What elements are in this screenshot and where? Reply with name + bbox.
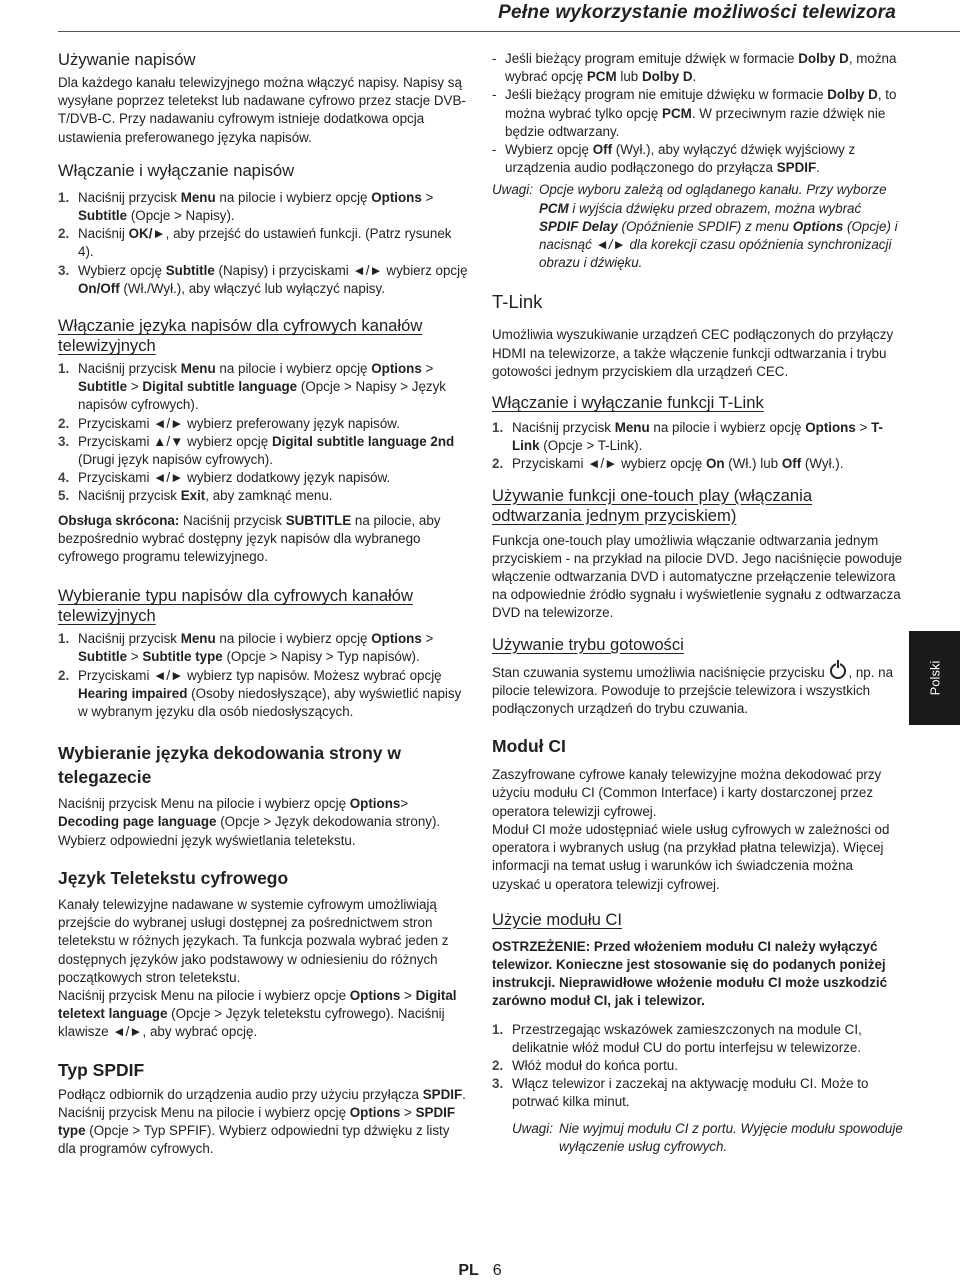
section-title-toggle-subtitles: Włączanie i wyłączanie napisów: [58, 160, 295, 180]
paragraph: Moduł CI może udostępniać wiele usług cyfrowych w zależności od operatora i wybranych usług (na przykład płatna telewizja). Więcej informacji na temat usług i warunków ich świadczenia można uzyskać u operatora telewizji cyfrowej.: [492, 821, 890, 892]
note-block: Uwagi: Opcje wyboru zależą od oglądanego kanału. Przy wyborze PCM i wyjścia dźwięku przed obrazem, można wybrać SPDIF Delay (Opóźnienie SPDIF) z menu Options (Opcje) i nacisnąć ◄/► dla korekcji czasu opóźnienia synchronizacji obrazu i dźwięku.: [492, 182, 898, 271]
step-item: 2. Naciśnij OK/►, aby przejść do ustawień funkcji. (Patrz rysunek 4).: [58, 226, 452, 260]
quick-operation-paragraph: Obsługa skrócona: Naciśnij przycisk SUBTITLE na pilocie, aby bezpośrednio wybrać dostępny język napisów dla wybranego cyfrowego programu telewizyjnego.: [58, 512, 441, 565]
section-title-tlink: T-Link: [492, 291, 543, 313]
section-title-subtitle-type: Wybieranie typu napisów dla cyfrowych kanałów telewizyjnych: [58, 586, 413, 626]
right-column: [492, 42, 904, 1156]
step-item: 2. Przyciskami ◄/► wybierz opcję On (Wł.) lub Off (Wył.).: [492, 456, 844, 472]
paragraph: Naciśnij przycisk Menu na pilocie i wybierz opcje Options > Digital teletext language (Opcje > Język teletekstu cyfrowego). Naciśnij klawisze ◄/►, aby wybrać opcję.: [58, 987, 457, 1040]
step-item: 4. Przyciskami ◄/► wybierz dodatkowy język napisów.: [58, 470, 391, 486]
step-item: 3. Włącz telewizor i zaczekaj na aktywację modułu CI. Może to potrwać kilka minut.: [492, 1076, 869, 1110]
section-title-tlink-toggle: Włączanie i wyłączanie funkcji T-Link: [492, 393, 764, 413]
step-item: 1. Przestrzegając wskazówek zamieszczonych na module CI, delikatnie włóż moduł CU do portu interfejsu w telewizorze.: [492, 1021, 862, 1055]
dash-item: - Wybierz opcję Off (Wył.), aby wyłączyć dźwięk wyjściowy z urządzenia audio podłączonego do przyłącza SPDIF.: [492, 142, 856, 176]
step-item: 2. Włóż moduł do końca portu.: [492, 1057, 678, 1073]
section-title-subtitles: Używanie napisów: [58, 50, 196, 69]
page-header-title: Pełne wykorzystanie możliwości telewizora: [498, 2, 896, 23]
section-title-using-ci-module: Użycie modułu CI: [492, 909, 623, 929]
section-title-decoding-page-language: Wybieranie języka dekodowania strony w telegazecie: [58, 743, 401, 788]
section-title-standby: Używanie trybu gotowości: [492, 634, 684, 654]
section-title-ci-module: Moduł CI: [492, 736, 566, 757]
left-column: [58, 42, 468, 1158]
paragraph: Stan czuwania systemu umożliwia naciśnięcie przycisku , np. na pilocie telewizora. Powoduje to przejście telewizora i wszystkich podłączonych urządzeń do trybu czuwania.: [492, 664, 894, 717]
warning-paragraph: OSTRZEŻENIE: Przed włożeniem modułu CI należy wyłączyć telewizor. Konieczne jest stosowanie się do podanych poniżej instrukcji. Nieprawidłowe włożenie modułu CI może uszkodzić zarówno moduł CI, jak i telewizor.: [492, 938, 888, 1009]
paragraph: Podłącz odbiornik do urządzenia audio przy użyciu przyłącza SPDIF. Naciśnij przycisk Menu na pilocie i wybierz opcję Options > SPDIF type (Opcje > Typ SPFIF). Wybierz odpowiedni typ dźwięku z listy dla programów cyfrowych.: [58, 1086, 466, 1157]
section-title-one-touch-play: Używanie funkcji one-touch play (włączania odtwarzania jednym przyciskiem): [492, 485, 813, 525]
section-title-spdif-type: Typ SPDIF: [58, 1059, 145, 1080]
footer-language: PL: [458, 1262, 479, 1279]
step-item: 2. Przyciskami ◄/► wybierz preferowany język napisów.: [58, 415, 400, 431]
step-item: 1. Naciśnij przycisk Menu na pilocie i wybierz opcję Options > Subtitle (Opcje > Napisy).: [58, 189, 434, 224]
power-icon: [830, 663, 846, 679]
step-item: 5. Naciśnij przycisk Exit, aby zamknąć menu.: [58, 488, 333, 504]
paragraph: Funkcja one-touch play umożliwia włączanie odtwarzania jednym przyciskiem - na przykład na pilocie DVD. Jego naciśnięcie powoduje włączenie odtwarzania DVD i automatyczne przełączenie telewizora na odpowiednie źródło sygnału i wyświetlenie sygnału z odtwarzacza DVD na telewizorze.: [492, 532, 903, 621]
section-title-digital-teletext: Język Teletekstu cyfrowego: [58, 867, 289, 888]
step-item: 2. Przyciskami ◄/► wybierz typ napisów. Możesz wybrać opcję Hearing impaired (Osoby niedosłyszące), aby wyświetlić napisy w wybranym języku dla osób niedosłyszących.: [58, 667, 462, 720]
dash-item: - Jeśli bieżący program emituje dźwięk w formacie Dolby D, można wybrać opcję PCM lub Dolby D.: [492, 51, 897, 85]
dash-item: - Jeśli bieżący program nie emituje dźwięku w formacie Dolby D, to można wybrać tylko opcję PCM. W przeciwnym razie dźwięk nie będzie odtwarzany.: [492, 87, 897, 139]
language-side-tab: Polski: [909, 631, 960, 725]
step-item: 3. Wybierz opcję Subtitle (Napisy) i przyciskami ◄/► wybierz opcję On/Off (Wł./Wył.), aby włączyć lub wyłączyć napisy.: [58, 262, 468, 296]
paragraph: Naciśnij przycisk Menu na pilocie i wybierz opcję Options> Decoding page language (Opcje > Język dekodowania strony). Wybierz odpowiedni język wyświetlania teletekstu.: [58, 796, 441, 848]
step-item: 1. Naciśnij przycisk Menu na pilocie i wybierz opcję Options > Subtitle > Digital subtitle language (Opcje > Napisy > Język napisów cyfrowych).: [58, 361, 446, 413]
page-footer: [0, 1262, 960, 1280]
step-item: 1. Naciśnij przycisk Menu na pilocie i wybierz opcję Options > Subtitle > Subtitle type (Opcje > Napisy > Typ napisów).: [58, 631, 434, 665]
header-rule: [58, 31, 960, 32]
note-block: Uwagi: Nie wyjmuj modułu CI z portu. Wyjęcie modułu spowoduje wyłączenie usług cyfrowych.: [512, 1120, 903, 1154]
paragraph: Dla każdego kanału telewizyjnego można włączyć napisy. Napisy są wysyłane poprzez teletekst lub nadawane cyfrowo przez stacje DVB-T/DVB-C. Przy nadawaniu cyfrowym istnieje dodatkowa opcja ustawienia preferowanego języka napisów.: [58, 75, 466, 145]
page-number: 6: [492, 1262, 502, 1279]
step-item: 1. Naciśnij przycisk Menu na pilocie i wybierz opcję Options > T-Link (Opcje > T-Link).: [492, 420, 883, 454]
paragraph: Kanały telewizyjne nadawane w systemie cyfrowym umożliwiają przejście do wybranej usługi dostępnej za pośrednictwem stron teletekstu w różnych językach. Ta funkcja pozwala wybrać jeden z dostępnych języków jako podstawowy w odniesieniu do różnych początkowych stron teletekstu.: [58, 896, 449, 985]
section-title-digital-subtitle-language: Włączanie języka napisów dla cyfrowych kanałów telewizyjnych: [58, 316, 423, 356]
paragraph: Zaszyfrowane cyfrowe kanały telewizyjne można dekodować przy użyciu modułu CI (Common Interface) i karty dostarczonej przez operatora telewizji cyfrowej.: [492, 767, 882, 819]
step-item: 3. Przyciskami ▲/▼ wybierz opcję Digital subtitle language 2nd (Drugi język napisów cyfrowych).: [58, 433, 455, 468]
paragraph: Umożliwia wyszukiwanie urządzeń CEC podłączonych do przyłączy HDMI na telewizorze, a także włączenie funkcji odtwarzania i trybu gotowości jednym przyciskiem dla urządzeń CEC.: [492, 327, 894, 379]
